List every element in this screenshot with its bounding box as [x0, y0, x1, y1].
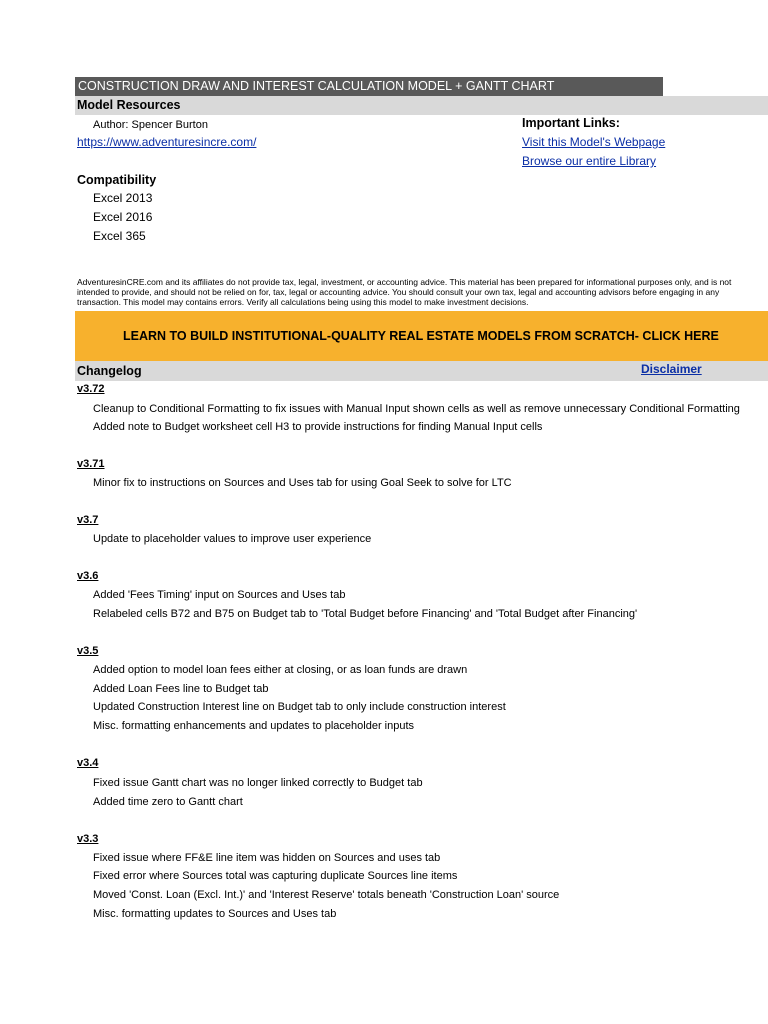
disclaimer-line: AdventuresinCRE.com and its affiliates do not provide tax, legal, investment, or accounting advice. This material has been prepared for informational purposes only, and is not: [77, 277, 732, 287]
model-webpage-link[interactable]: Visit this Model's Webpage: [522, 135, 666, 149]
changelog-item: Relabeled cells B72 and B75 on Budget tab to 'Total Budget before Financing' and 'Total Budget after Financing': [93, 608, 638, 620]
compat-item: Excel 2016: [93, 210, 153, 224]
changelog-item: Added Loan Fees line to Budget tab: [93, 683, 269, 695]
changelog-item: Minor fix to instructions on Sources and Uses tab for using Goal Seek to solve for LTC: [93, 477, 512, 489]
changelog-item: Added time zero to Gantt chart: [93, 796, 243, 808]
version-label: v3.6: [77, 570, 99, 582]
changelog-item: Added 'Fees Timing' input on Sources and Uses tab: [93, 589, 346, 601]
changelog-label: Changelog: [77, 364, 142, 378]
compatibility-label: Compatibility: [77, 173, 157, 187]
compat-item: Excel 2013: [93, 191, 153, 205]
version-label: v3.72: [77, 383, 105, 395]
changelog-item: Added note to Budget worksheet cell H3 to provide instructions for finding Manual Input cells: [93, 421, 543, 433]
version-label: v3.5: [77, 645, 99, 657]
version-label: v3.71: [77, 458, 105, 470]
version-label: v3.4: [77, 757, 99, 769]
changelog-item: Cleanup to Conditional Formatting to fix issues with Manual Input shown cells as well as remove unnecessary Conditional Formatting: [93, 403, 740, 415]
changelog-item: Update to placeholder values to improve user experience: [93, 533, 372, 545]
changelog-item: Fixed issue Gantt chart was no longer linked correctly to Budget tab: [93, 777, 423, 789]
learn-banner[interactable]: LEARN TO BUILD INSTITUTIONAL-QUALITY REAL ESTATE MODELS FROM SCRATCH- CLICK HERE: [75, 311, 768, 362]
changelog-item: Added option to model loan fees either at closing, or as loan funds are drawn: [93, 664, 468, 676]
disclaimer-line: intended to provide, and should not be relied on for, tax, legal or accounting advice. You should consult your own tax, legal and accounting advisors before engaging in any: [77, 287, 720, 297]
changelog-item: Fixed error where Sources total was capturing duplicate Sources line items: [93, 870, 458, 882]
changelog-item: Misc. formatting updates to Sources and Uses tab: [93, 908, 337, 920]
changelog-item: Updated Construction Interest line on Budget tab to only include construction interest: [93, 701, 506, 713]
changelog-item: Misc. formatting enhancements and updates to placeholder inputs: [93, 720, 415, 732]
model-resources-header: Model Resources: [75, 96, 768, 115]
library-link[interactable]: Browse our entire Library: [522, 154, 657, 168]
website-link[interactable]: https://www.adventuresincre.com/: [77, 135, 257, 149]
important-links-label: Important Links:: [522, 116, 620, 130]
version-label: v3.7: [77, 514, 99, 526]
disclaimer-link[interactable]: Disclaimer: [641, 362, 702, 376]
changelog-item: Fixed issue where FF&E line item was hidden on Sources and uses tab: [93, 852, 441, 864]
compat-item: Excel 365: [93, 229, 146, 243]
model-title: CONSTRUCTION DRAW AND INTEREST CALCULATION MODEL + GANTT CHART: [75, 77, 663, 96]
changelog-item: Moved 'Const. Loan (Excl. Int.)' and 'Interest Reserve' totals beneath 'Construction Loan' source: [93, 889, 560, 901]
disclaimer-line: transaction. This model may contains errors. Verify all calculations being using this model to make investment decisions.: [77, 297, 529, 307]
author-text: Author: Spencer Burton: [93, 119, 208, 131]
version-label: v3.3: [77, 833, 99, 845]
